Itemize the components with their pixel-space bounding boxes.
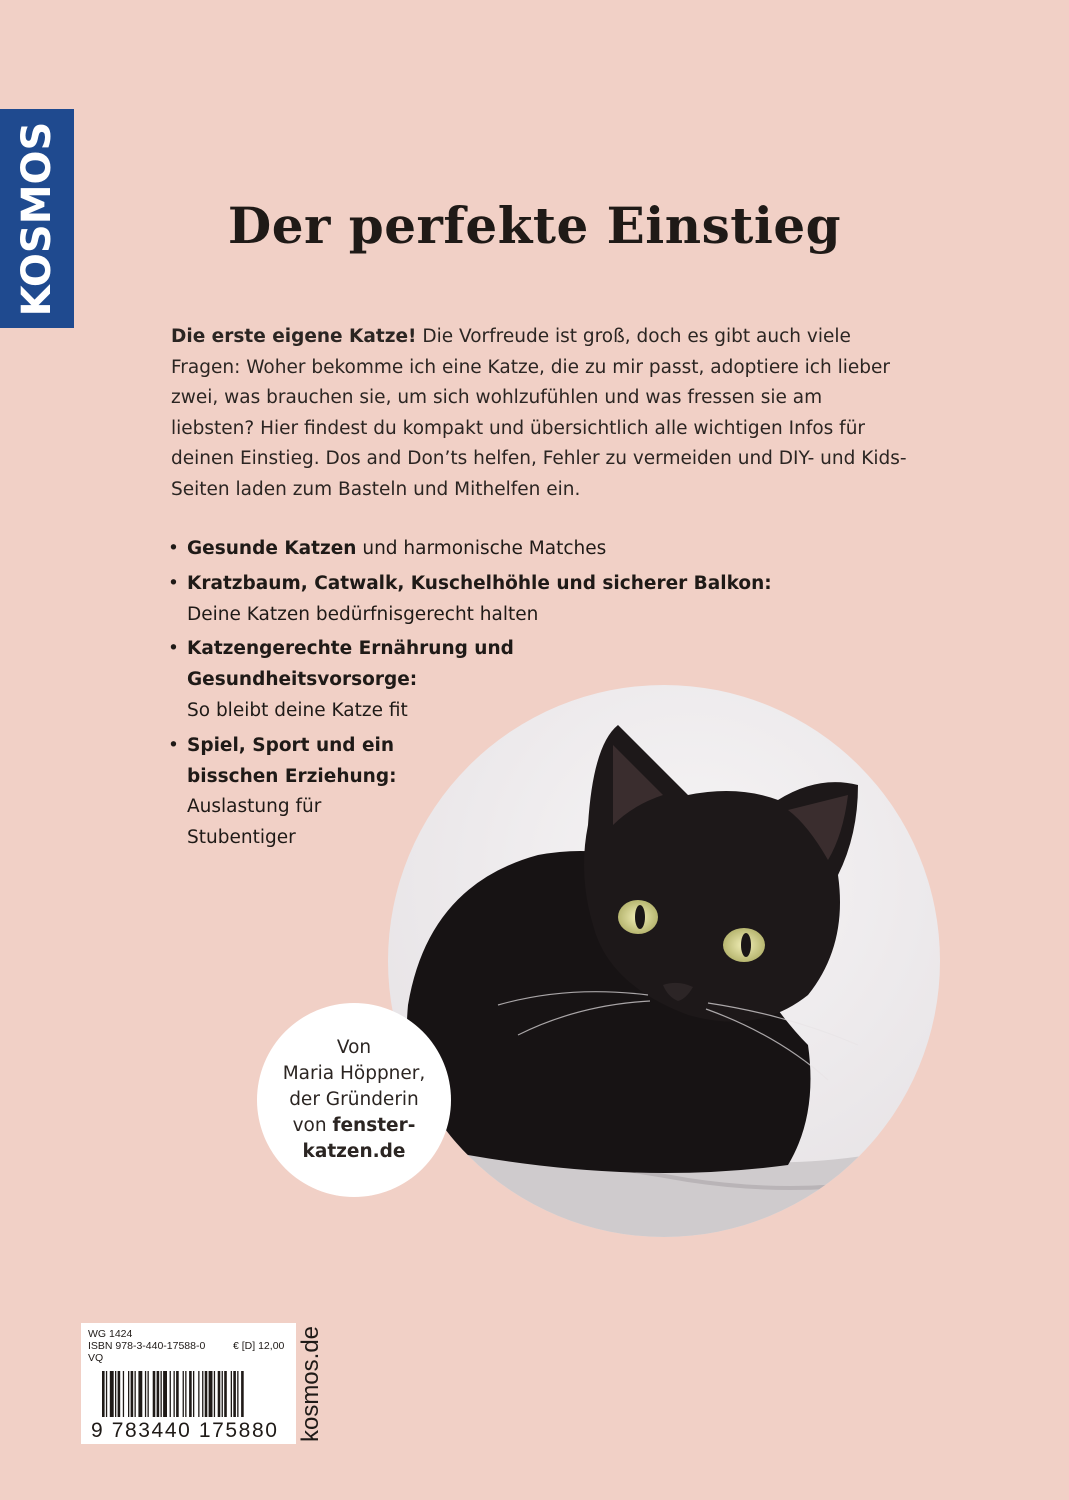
price-text: € [D] 12,00 xyxy=(233,1340,285,1352)
intro-paragraph xyxy=(171,322,911,506)
intro-body: Die Vorfreude ist groß, doch es gibt auch viele Fragen: Woher bekomme ich eine Katze, die zu mir passt, adoptiere ich lieber zwei, was brauchen sie, um sich wohlzufühlen und was fressen sie am liebsten? Hier findest du kompakt und übersichtlich alle wichtigen Infos für deinen Einstieg. Dos and Don’ts helfen, Fehler zu vermeiden und DIY- und Kids-Seiten laden zum Basteln und Mithelfen ein. xyxy=(171,326,907,500)
feature-text: Deine Katzen bedürfnisgerecht halten xyxy=(187,603,539,625)
intro-lead: Die erste eigene Katze! xyxy=(171,326,417,347)
barcode-bar xyxy=(209,1371,213,1417)
feature-strong: Spiel, Sport und ein bisschen Erziehung: xyxy=(187,734,397,787)
barcode-bar xyxy=(205,1371,208,1417)
author-line-1: Von xyxy=(336,1037,372,1058)
feature-strong: Kratzbaum, Catwalk, Kuschelhöhle und sicherer Balkon: xyxy=(187,572,772,594)
list-item xyxy=(168,634,547,726)
feature-text: und harmonische Matches xyxy=(356,538,607,559)
barcode-bar xyxy=(102,1371,105,1417)
barcode-bar xyxy=(193,1371,194,1417)
barcode-bar xyxy=(222,1371,223,1417)
barcode-bar xyxy=(110,1371,114,1417)
isbn-text: ISBN 978-3-440-17588-0 xyxy=(88,1340,206,1352)
barcode-bar xyxy=(170,1371,171,1417)
wg-code: WG 1424 xyxy=(88,1328,133,1340)
barcode-bar xyxy=(148,1371,149,1417)
barcode-bars xyxy=(102,1371,288,1419)
bullet-icon: • xyxy=(168,638,179,660)
author-line-2: Maria Höppner, xyxy=(282,1063,426,1084)
author-line-4: von fenster- xyxy=(292,1115,416,1136)
feature-text: So bleibt deine Katze fit xyxy=(187,699,408,721)
list-item xyxy=(168,534,808,565)
barcode-bar xyxy=(174,1371,175,1417)
feature-text: Auslastung für Stubentiger xyxy=(187,796,322,849)
barcode-bar xyxy=(131,1371,134,1417)
barcode-bar xyxy=(145,1371,146,1417)
black-cat-illustration xyxy=(388,685,940,1237)
vq-code: VQ xyxy=(88,1352,104,1364)
author-badge xyxy=(257,1003,451,1197)
barcode-block xyxy=(81,1323,296,1444)
barcode-bar xyxy=(224,1371,227,1417)
book-headline: Der perfekte Einstieg xyxy=(227,196,842,255)
barcode-bar xyxy=(231,1371,232,1417)
feature-strong: Katzengerechte Ernährung und Gesundheitsvorsorge: xyxy=(187,638,514,691)
bullet-icon: • xyxy=(168,572,179,594)
barcode-bar xyxy=(198,1371,199,1417)
bullet-icon: • xyxy=(168,538,179,559)
barcode-bar xyxy=(189,1371,192,1417)
barcode-bar xyxy=(128,1371,129,1417)
list-item xyxy=(168,569,808,631)
bullet-icon: • xyxy=(168,734,179,756)
author-line-5: katzen.de xyxy=(302,1141,406,1162)
barcode-bar xyxy=(157,1371,160,1417)
barcode-bar xyxy=(176,1371,179,1417)
cat-photo xyxy=(388,685,940,1237)
website-label xyxy=(296,1323,326,1444)
list-item xyxy=(168,731,417,854)
barcode-bar xyxy=(123,1371,124,1417)
barcode-bar xyxy=(135,1371,136,1417)
barcode-bar xyxy=(218,1371,221,1417)
barcode-bar xyxy=(161,1371,162,1417)
barcode-bar xyxy=(185,1371,186,1417)
publisher-name: KOSMOS xyxy=(14,121,60,316)
barcode-bar xyxy=(202,1371,203,1417)
barcode-bar xyxy=(214,1371,215,1417)
barcode-digits: 9 783440 175880 xyxy=(91,1419,279,1442)
barcode-bar xyxy=(183,1371,184,1417)
barcode-bar xyxy=(241,1371,244,1417)
barcode-bar xyxy=(237,1371,238,1417)
barcode-bar xyxy=(153,1371,156,1417)
author-line-3: der Gründerin xyxy=(289,1089,419,1110)
barcode-bar xyxy=(106,1371,107,1417)
feature-strong: Gesunde Katzen xyxy=(187,538,357,559)
website-text: kosmos.de xyxy=(297,1325,324,1442)
barcode-bar xyxy=(163,1371,167,1417)
barcode-bar xyxy=(115,1371,116,1417)
barcode-bar xyxy=(138,1371,142,1417)
barcode-bar xyxy=(233,1371,236,1417)
barcode-bar xyxy=(118,1371,121,1417)
